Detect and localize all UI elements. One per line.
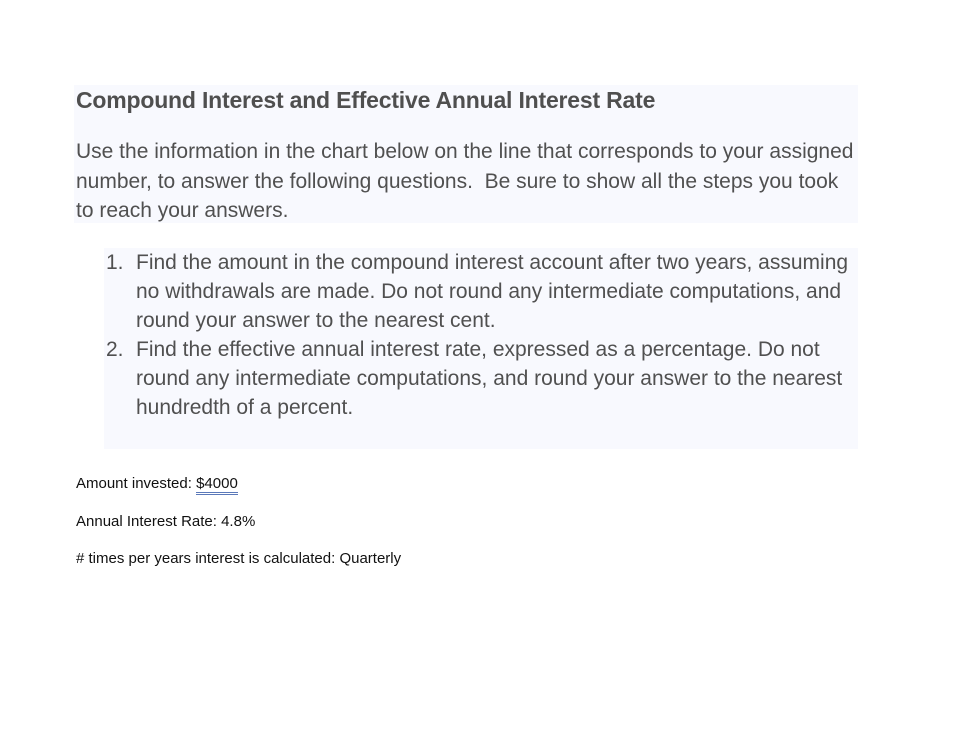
amount-invested-line (76, 474, 401, 494)
interest-rate-value: 4.8% (221, 512, 256, 530)
amount-invested-label: Amount invested: (76, 475, 197, 492)
question-number: 1. (106, 251, 124, 274)
question-text: Find the effective annual interest rate, expressed as a percentage. Do not round any intermediate computations, and round your answer to the nearest hundredth of a percent. (136, 338, 843, 419)
question-list (104, 248, 856, 422)
interest-rate-label: Annual Interest Rate: (76, 512, 222, 530)
document-title: Compound Interest and Effective Annual Interest Rate (76, 87, 656, 113)
investment-facts (76, 474, 401, 587)
intro-paragraph: Use the information in the chart below on the line that corresponds to your assigned number, to answer the following questions. Be sure to show all the steps you took to reach your answers. (76, 140, 854, 222)
compounding-frequency-value: Quarterly (339, 550, 402, 567)
question-text: Find the amount in the compound interest account after two years, assuming no withdrawals are made. Do not round any intermediate computations, and round your answer to the nearest cent. (136, 251, 849, 332)
question-item-2 (104, 335, 856, 422)
question-item-1 (104, 248, 856, 335)
amount-invested-value: $4000 (196, 475, 238, 495)
question-number: 2. (106, 338, 124, 361)
compounding-frequency-label: # times per years interest is calculated: (76, 550, 340, 567)
interest-rate-line (76, 512, 401, 532)
compounding-frequency-line (76, 549, 401, 569)
